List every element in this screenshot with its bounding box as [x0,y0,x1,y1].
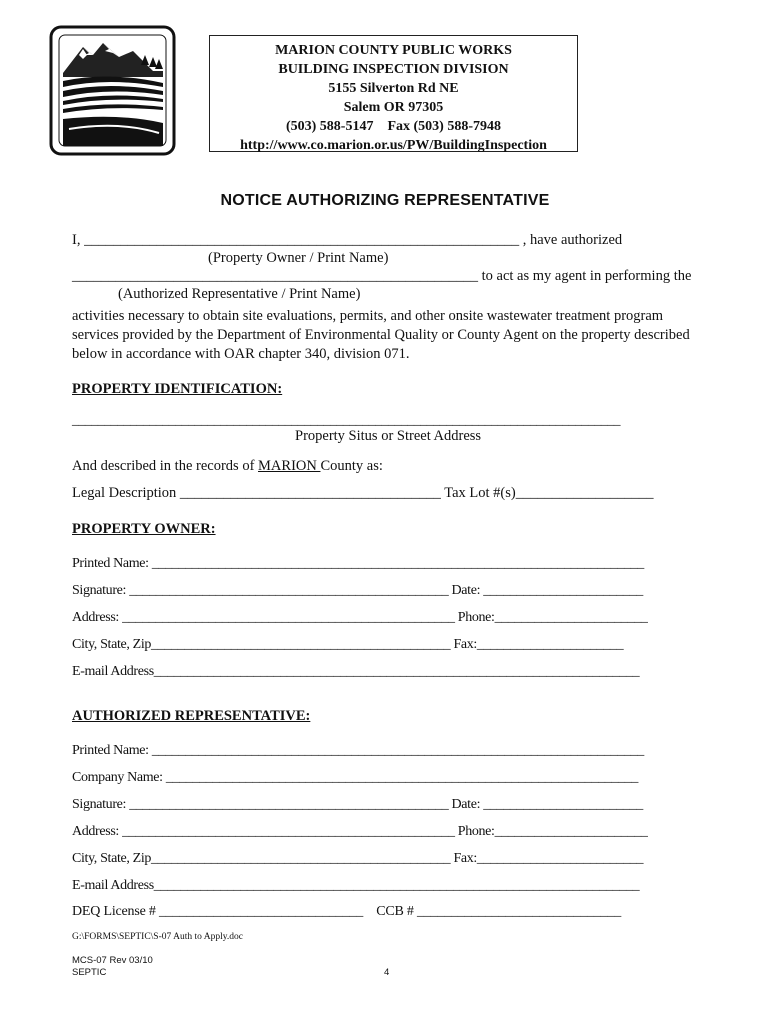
owner-name-caption: (Property Owner / Print Name) [208,250,389,266]
office-address-box [209,35,578,152]
legal-description-field[interactable]: Legal Description ____________________________________ Tax Lot #(s)___________________ [72,485,654,501]
form-id: MCS-07 Rev 03/10 [72,955,153,966]
city-state-zip: Salem OR 97305 [343,100,444,115]
representative-caption: (Authorized Representative / Print Name) [118,286,361,302]
owner-printed-name-field[interactable]: Printed Name: __________________________________________________________________________ [72,556,644,571]
property-owner-heading: PROPERTY OWNER: [72,521,216,537]
property-identification-heading: PROPERTY IDENTIFICATION: [72,381,283,397]
owner-city-field[interactable]: City, State, Zip_____________________________________________ Fax:______________________ [72,637,624,652]
rep-company-name-field[interactable]: Company Name: _______________________________________________________________________ [72,770,639,785]
street-address: 5155 Silverton Rd NE [328,81,459,96]
county-records-line [72,458,383,475]
marion-county-logo-icon [49,25,176,156]
website-link[interactable]: http://www.co.marion.or.us/PW/BuildingInspection [240,138,547,153]
street-address-field[interactable]: _____________________________________________________________________________________ [72,412,621,427]
county-name: MARION [258,458,321,474]
office-name: MARION COUNTY PUBLIC WORKS [275,43,512,58]
owner-signature-field[interactable]: Signature: ________________________________________________ Date: ________________________ [72,583,643,598]
authorization-paragraph: activities necessary to obtain site evaluations, permits, and other onsite wastewater treatment program services provided by the Department of Environmental Quality or County Agent on the property described below in accordance with OAR chapter 340, division 071. [72,308,690,362]
records-prefix: And described in the records of [72,458,259,474]
division-name: BUILDING INSPECTION DIVISION [278,62,509,77]
page-title: NOTICE AUTHORIZING REPRESENTATIVE [220,192,550,209]
deq-ccb-license-field[interactable]: DEQ License # ______________________________ CCB # ______________________________ [72,904,622,919]
rep-address-field[interactable]: Address: __________________________________________________ Phone:_______________________ [72,824,648,839]
document-path: G:\FORMS\SEPTIC\S-07 Auth to Apply.doc [72,932,243,942]
rep-email-field[interactable]: E-mail Address_________________________________________________________________________ [72,878,640,893]
rep-city-field[interactable]: City, State, Zip_____________________________________________ Fax:_________________________ [72,851,644,866]
page-number: 4 [384,967,390,978]
phone-fax: (503) 588-5147 Fax (503) 588-7948 [285,119,502,134]
street-address-caption: Property Situs or Street Address [295,428,482,444]
rep-signature-field[interactable]: Signature: ________________________________________________ Date: ________________________ [72,797,643,812]
representative-line[interactable]: ________________________________________________________ to act as my agent in performing the [72,268,692,284]
authorized-representative-heading: AUTHORIZED REPRESENTATIVE: [72,708,311,724]
program-label: SEPTIC [72,967,107,978]
owner-email-field[interactable]: E-mail Address_________________________________________________________________________ [72,664,640,679]
records-suffix: County as: [320,458,383,474]
owner-address-field[interactable]: Address: __________________________________________________ Phone:_______________________ [72,610,648,625]
owner-authorization-line[interactable]: I, ____________________________________________________________ , have authorized [72,232,623,248]
rep-printed-name-field[interactable]: Printed Name: __________________________________________________________________________ [72,743,644,758]
